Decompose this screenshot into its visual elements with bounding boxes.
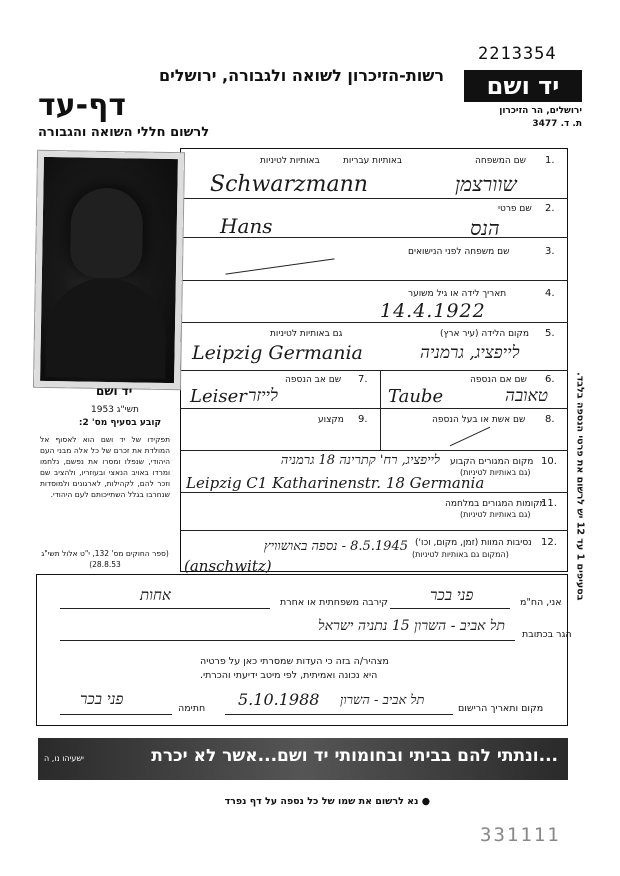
logo-text: יד ושם: [486, 72, 560, 100]
field-12-number: 12.: [541, 537, 557, 548]
declaration-address-label: הגר בכתובת: [522, 629, 572, 640]
field-1-number: 1.: [545, 155, 555, 166]
quote-banner: [38, 738, 568, 780]
field-7-label: שם אב הנספה: [285, 375, 342, 385]
field-6-label: שם אם הנספה: [470, 375, 527, 385]
field-11-number: 11.: [541, 498, 557, 509]
field-2-label: שם פרטי: [498, 204, 532, 214]
field-5-latin-label: גם באותיות לטיניות: [270, 329, 343, 339]
law-source: (ספר החוקים מס' 132, י"ט אלול תשי"ג 28.8.53): [41, 549, 169, 569]
field-3-number: 3.: [545, 246, 555, 257]
field-10-sublabel: (גם באותיות לטיניות): [460, 468, 531, 477]
banner-source: ישעיהו נו, ה: [44, 754, 84, 763]
field-12-hebrew[interactable]: 8.5.1945 - נספה באושוויץ: [263, 539, 408, 554]
photo-figure: [70, 187, 144, 278]
declaration-date-value[interactable]: 5.10.1988: [238, 690, 320, 709]
field-1-label: שם המשפחה: [475, 156, 526, 166]
column-hebrew: באותיות עבריות: [343, 156, 403, 166]
field-5-latin[interactable]: Leipzig Germania: [192, 342, 363, 364]
form-title: דף-עד: [38, 88, 126, 123]
law-year: תשי"ג 1953: [91, 405, 139, 415]
field-9-number: 9.: [358, 414, 368, 425]
field-4-value[interactable]: 14.4.1922: [380, 300, 486, 322]
form-subtitle: לרשום חללי השואה והגבורה: [38, 125, 210, 140]
field-4-number: 4.: [545, 288, 555, 299]
sidebar-logo: יד ושם: [96, 384, 133, 398]
field-1-hebrew[interactable]: שוורצמן: [455, 172, 517, 196]
field-2-number: 2.: [545, 203, 555, 214]
form-number: 2213354: [478, 44, 557, 64]
field-5-label: מקום הלידה (עיר ארץ): [440, 329, 530, 339]
declaration-statement-1: מצהיר/ה בזה כי העדות שמסרתי כאן על פרטיה: [200, 656, 389, 667]
declaration-address-value[interactable]: תל אביב - השרון 15 נתניה ישראל: [318, 618, 505, 634]
victim-photo: [34, 151, 184, 390]
declaration-place-date-label: מקום ותאריך הרישום: [458, 703, 544, 714]
footer-note-text: נא לרשום את שמו של כל נספה על דף נפרד: [224, 796, 419, 807]
address-line-2: ת. ד. 3477: [532, 119, 582, 129]
field-6-latin[interactable]: Taube: [388, 386, 444, 407]
field-7-number: 7.: [358, 374, 368, 385]
field-8-label: שם אשת או בעל הנספה: [432, 415, 526, 425]
field-10-number: 10.: [541, 456, 557, 467]
field-5-hebrew[interactable]: לייפציג, גרמניה: [420, 343, 520, 363]
field-12-sublabel: (המקום גם באותיות לטיניות): [412, 550, 509, 559]
field-5-number: 5.: [545, 328, 555, 339]
column-latin: באותיות לטיניות: [260, 156, 320, 166]
field-2-latin[interactable]: Hans: [220, 214, 273, 238]
law-text: תפקידו של יד ושם הוא לאסוף אל המולדת את זכרם של כל אלה מבני העם היהודי, שנפלו ומסרו את נפשם, נלחמו ומרדו באויב הנאצי ובעוזריו, ולהציב שם וזכר להם, לקהילות, לארגונים ולמוסדות שנחרבו בגלל השתייכותם לעם היהודי.: [40, 435, 170, 499]
field-11-sublabel: (גם באותיות לטיניות): [460, 510, 531, 519]
field-10-hebrew[interactable]: לייפציג, רח' קתרינה 18 גרמניה: [280, 453, 440, 468]
field-10-latin[interactable]: Leipzig C1 Katharinenstr. 18 Germania: [186, 474, 485, 492]
declaration-i-label: אני, הח"מ: [520, 597, 562, 608]
field-11-label: מקומות המגורים במלחמה: [445, 499, 546, 509]
authority-title: רשות-הזיכרון לשואה ולגבורה, ירושלים: [158, 66, 444, 85]
footer-bullet: ●: [421, 796, 430, 807]
side-note: בסעיפים 1 עד 12 יש לרשום את פרטי הנספה בלבד.: [574, 372, 586, 601]
field-7-hebrew[interactable]: לייזר: [248, 386, 278, 406]
banner-quote: ...ונתתי להם בביתי ובחומותי יד ושם...אשר לא יכרת: [151, 746, 558, 766]
field-6-hebrew[interactable]: טאובה: [505, 386, 548, 406]
photo-shoulders: [45, 277, 167, 379]
declaration-signature-value[interactable]: פני בכר: [80, 690, 124, 708]
field-12-latin[interactable]: (anschwitz): [184, 557, 272, 575]
field-3-label: שם משפחה לפני הנישואים: [408, 247, 510, 257]
declaration-relation-label: קירבה משפחתית או אחרת: [280, 597, 389, 608]
declaration-signature-label: חתימה: [178, 703, 206, 714]
address-line-1: ירושלים, הר הזיכרון: [499, 106, 582, 116]
law-clause: קובע בסעיף מס' 2:: [78, 418, 162, 428]
yad-vashem-logo: [464, 70, 582, 102]
declaration-relation-value[interactable]: אחות: [140, 586, 171, 604]
declaration-i-value[interactable]: פני בכר: [430, 586, 474, 604]
field-9-label: מקצוע: [318, 415, 344, 425]
field-6-number: 6.: [545, 374, 555, 385]
field-10-label: מקום המגורים הקבוע: [450, 457, 534, 467]
declaration-place-value[interactable]: תל אביב - השרון: [340, 693, 425, 708]
field-1-latin[interactable]: Schwarzmann: [210, 172, 368, 197]
footer-note: [140, 796, 430, 807]
field-2-hebrew[interactable]: הנס: [470, 216, 500, 240]
field-12-label: נסיבות המוות (זמן, מקום, וכו'): [415, 538, 532, 548]
field-4-label: תאריך לידה או גיל משוער: [408, 289, 507, 299]
bottom-stamp: 331111: [480, 824, 561, 846]
field-7-latin[interactable]: Leiser: [190, 386, 247, 407]
field-8-number: 8.: [545, 414, 555, 425]
declaration-statement-2: היא נכונה ואמיתית, לפי מיטב ידיעתי והכרתי.: [200, 670, 378, 681]
